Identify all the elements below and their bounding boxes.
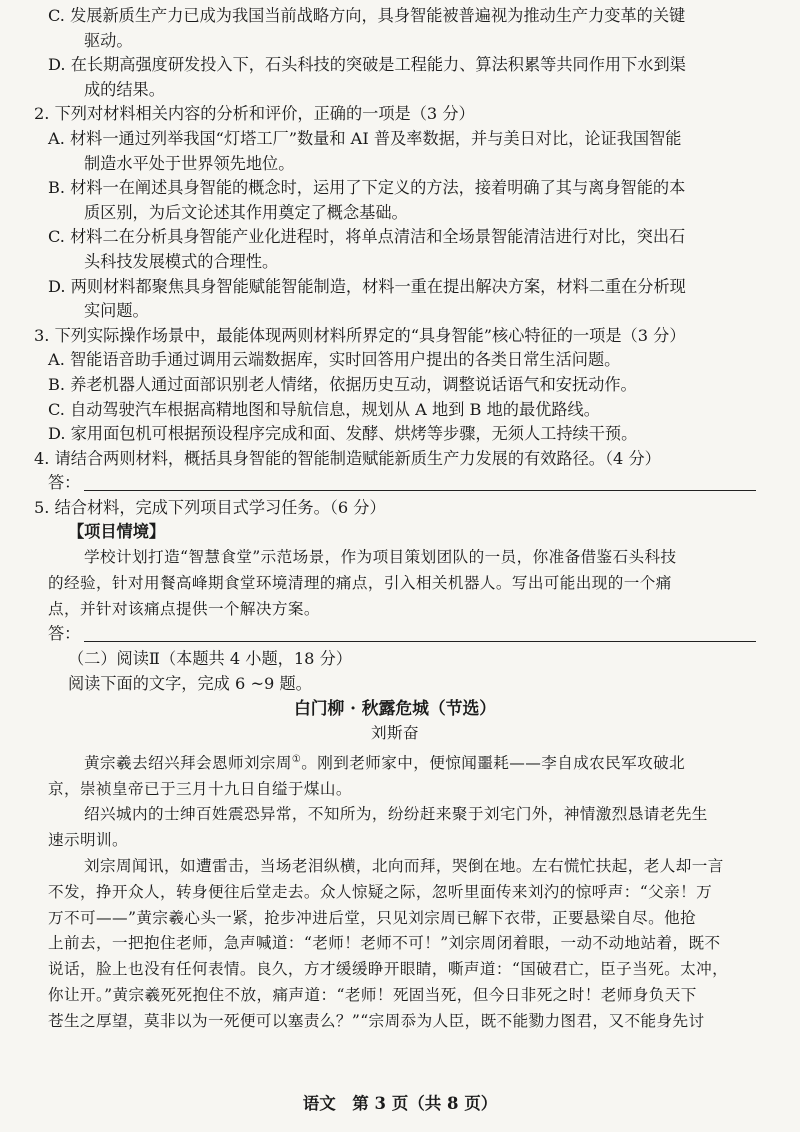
q5-stem: 5. 结合材料，完成下列项目式学习任务。（6 分） — [34, 497, 386, 517]
passage-p1-line1 — [34, 747, 756, 777]
q2-option-d-line1: D. 两则材料都聚焦具身智能赋能智能制造，材料一重在提出解决方案，材料二重在分析现 — [48, 276, 686, 296]
passage-p3-line4: 上前去，一把抱住老师，急声喊道：“老师！老师不可！”刘宗周闭着眼，一动不动地站着，既不 — [48, 934, 721, 953]
reading2-instruction: 阅读下面的文字，完成 6 ~9 题。 — [68, 673, 312, 693]
passage-title: 白门柳 · 秋露危城（节选） — [293, 698, 497, 719]
passage-author: 刘斯奋 — [371, 723, 419, 742]
q2-option-a-line1: A. 材料一通过列举我国“灯塔工厂”数量和 AI 普及率数据，并与美日对比，论证我国智能 — [48, 128, 682, 148]
q2-option-a-line2: 制造水平处于世界领先地位。 — [84, 153, 295, 173]
q2-option-b-line2: 质区别，为后文论述其作用奠定了概念基础。 — [84, 202, 408, 222]
q3-option-a: A. 智能语音助手通过调用云端数据库，实时回答用户提出的各类日常生活问题。 — [48, 350, 621, 370]
passage-p3-line6: 你让开。”黄宗羲死死抱住不放，痛声道：“老师！死固当死，但今日非死之时！老师身负天下 — [48, 985, 697, 1004]
q3-stem: 3. 下列实际操作场景中，最能体现两则材料所界定的“具身智能”核心特征的一项是（3 分） — [34, 325, 686, 345]
passage-p3-line7: 苍生之厚望，莫非以为一死便可以塞责么？”“宗周忝为人臣，既不能勠力图君，又不能身先讨 — [48, 1011, 705, 1030]
q2-stem: 2. 下列对材料相关内容的分析和评价，正确的一项是（3 分） — [34, 104, 475, 124]
q3-option-d: D. 家用面包机可根据预设程序完成和面、发酵、烘烤等步骤，无须人工持续干预。 — [48, 424, 638, 444]
q5-context-line3: 点，并针对该痛点提供一个解决方案。 — [48, 599, 320, 618]
footnote-mark: ① — [291, 753, 302, 765]
q5-answer-label: 答： — [48, 624, 81, 644]
page-footer: 语文 第 3 页（共 8 页） — [302, 1094, 498, 1113]
q1-option-c-line2: 驱动。 — [84, 30, 133, 50]
q2-option-b-line1: B. 材料一在阐述具身智能的概念时，运用了下定义的方法，接着明确了其与离身智能的本 — [48, 178, 686, 198]
q5-context-line1: 学校计划打造“智慧食堂”示范场景，作为项目策划团队的一员，你准备借鉴石头科技 — [84, 548, 677, 567]
passage-p3-line2: 不发，挣开众人，转身便往后堂走去。众人惊疑之际，忽听里面传来刘汋的惊呼声：“父亲！万 — [48, 882, 713, 901]
q4-answer-area[interactable] — [34, 471, 756, 496]
passage-p2-line1: 绍兴城内的士绅百姓震恐异常，不知所为，纷纷赶来聚于刘宅门外，神情激烈恳请老先生 — [84, 805, 708, 824]
q3-option-c: C. 自动驾驶汽车根据高精地图和导航信息，规划从 A 地到 B 地的最优路线。 — [48, 399, 600, 419]
q2-option-c-line1: C. 材料二在分析具身智能产业化进程时，将单点清洁和全场景智能清洁进行对比，突出石 — [48, 227, 686, 247]
q4-answer-label: 答： — [48, 473, 81, 493]
passage-p2-line2: 速示明训。 — [48, 831, 128, 850]
q5-context-title: 【项目情境】 — [68, 522, 166, 542]
q4-answer-line[interactable] — [84, 489, 756, 491]
q1-option-d-line2: 成的结果。 — [84, 79, 165, 99]
q5-context-line2: 的经验，针对用餐高峰期食堂环境清理的痛点，引入相关机器人。写出可能出现的一个痛 — [48, 573, 672, 592]
passage-p3-line3: 万不可——”黄宗羲心头一紧，抢步冲进后堂，只见刘宗周已解下衣带，正要悬梁自尽。他抢 — [48, 908, 697, 927]
q2-option-d-line2: 实问题。 — [84, 301, 149, 321]
passage-p1-line1-before: 黄宗羲去绍兴拜会恩师刘宗周 — [84, 753, 292, 772]
q1-option-d-line1: D. 在长期高强度研发投入下，石头科技的突破是工程能力、算法积累等共同作用下水到渠 — [48, 55, 686, 75]
passage-p1-line2: 京，崇祯皇帝已于三月十九日自缢于煤山。 — [48, 779, 352, 798]
passage-p3-line1: 刘宗周闻讯，如遭雷击，当场老泪纵横，北向而拜，哭倒在地。左右慌忙扶起，老人却一言 — [84, 857, 724, 875]
passage-p3-line5: 说话，脸上也没有任何表情。良久，方才缓缓睁开眼睛，嘶声道：“国破君亡，臣子当死。太冲， — [48, 960, 729, 979]
q2-option-c-line2: 头科技发展模式的合理性。 — [84, 251, 279, 271]
q5-answer-line[interactable] — [84, 640, 756, 642]
q5-answer-area[interactable] — [34, 622, 756, 647]
q1-option-c-line1: C. 发展新质生产力已成为我国当前战略方向，具身智能被普遍视为推动生产力变革的关键 — [48, 6, 686, 25]
reading2-header: （二）阅读Ⅱ（本题共 4 小题，18 分） — [68, 649, 352, 669]
q4-stem: 4. 请结合两则材料，概括具身智能的智能制造赋能新质生产力发展的有效路径。（4 分） — [34, 448, 661, 468]
passage-p1-line1-after: 。刚到老师家中，便惊闻噩耗——李自成农民军攻破北 — [301, 753, 686, 772]
q3-option-b: B. 养老机器人通过面部识别老人情绪，依据历史互动，调整说话语气和安抚动作。 — [48, 374, 637, 394]
